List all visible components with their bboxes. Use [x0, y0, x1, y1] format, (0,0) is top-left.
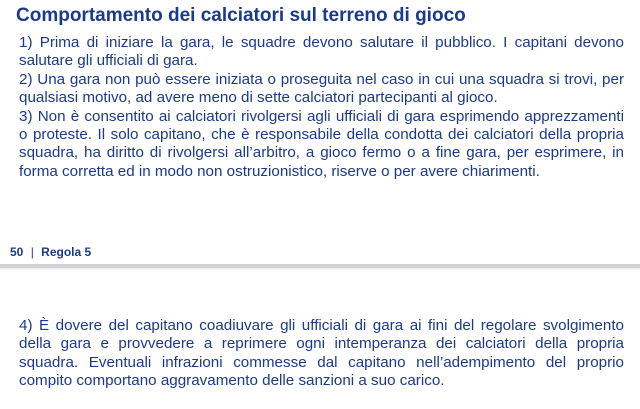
rules-text-bottom — [19, 317, 624, 391]
rule-paragraph-2: 2) Una gara non può essere iniziata o proseguita nel caso in cui una squadra si trovi, per qualsiasi motivo, ad avere meno di sette calciatori partecipanti al gioco. — [19, 70, 624, 107]
footer-section-label: Regola 5 — [41, 245, 92, 259]
rule-paragraph-3: 3) Non è consentito ai calciatori rivolgersi agli ufficiali di gara esprimendo apprezzamenti o proteste. Il solo capitano, che è responsabile della condotta dei calciatori della propria squadra, ha diritto di rivolgersi all’arbitro, a gioco fermo o a fine gara, per esprimere, in forma corretta ed in modo non ostruzionistico, riserve o per avere chiarimenti. — [19, 107, 624, 180]
page-number: 50 — [10, 245, 24, 259]
rules-text-top — [19, 34, 624, 181]
page-footer — [10, 245, 91, 259]
section-title: Comportamento dei calciatori sul terreno di gioco — [16, 5, 466, 26]
rule-paragraph-4: 4) È dovere del capitano coadiuvare gli ufficiali di gara ai fini del regolare svolgimento della gara e provvedere a reprimere ogni intemperanza dei calciatori della propria squadra. Eventuali infrazioni commesse dal capitano nell’adempimento del proprio compito comportano aggravamento delle sanzioni a suo carico. — [19, 317, 624, 390]
page-divider-shadow — [0, 268, 640, 271]
footer-separator: | — [30, 245, 34, 259]
rule-paragraph-1: 1) Prima di iniziare la gara, le squadre devono salutare il pubblico. I capitani devono salutare gli ufficiali di gara. — [19, 34, 624, 70]
